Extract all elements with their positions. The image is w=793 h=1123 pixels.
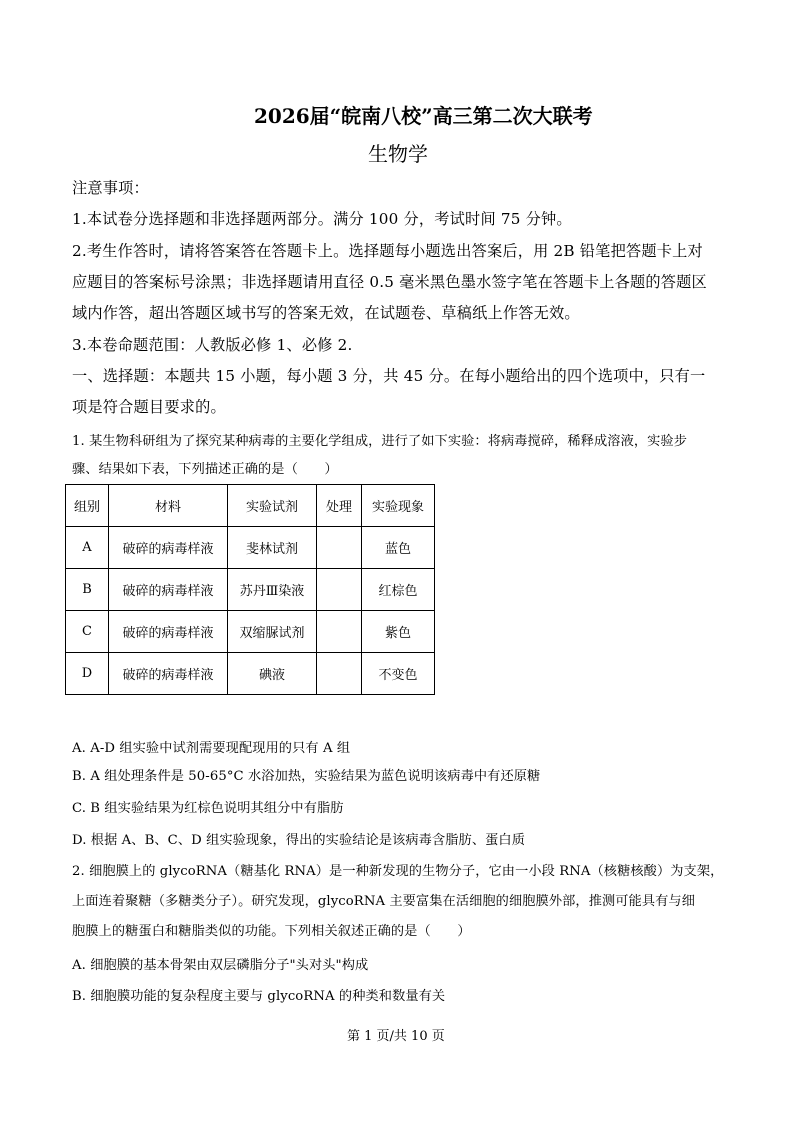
q1-option-a: A. A-D 组实验中试剂需要现配现用的只有 A 组 bbox=[72, 741, 351, 756]
table-cell: 紫色 bbox=[362, 611, 435, 653]
table-cell bbox=[317, 527, 362, 569]
q2-option-b: B. 细胞膜功能的复杂程度主要与 glycoRNA 的种类和数量有关 bbox=[72, 989, 446, 1004]
notes-heading: 注意事项： bbox=[72, 179, 149, 197]
table-cell: 破碎的病毒样液 bbox=[109, 569, 228, 611]
q2-stem-line-2: 上面连着聚糖（多糖类分子）。研究发现，glycoRNA 主要富集在活细胞的细胞膜外部，推测可能具有与细 bbox=[72, 894, 695, 909]
exam-title: 2026届“皖南八校”高三第二次大联考 bbox=[254, 104, 593, 128]
q1-option-d: D. 根据 A、B、C、D 组实验现象，得出的实验结论是该病毒含脂肪、蛋白质 bbox=[72, 833, 525, 848]
table-cell: 碘液 bbox=[228, 653, 317, 695]
table-header-cell: 处理 bbox=[317, 485, 362, 527]
table-cell: 苏丹Ⅲ染液 bbox=[228, 569, 317, 611]
notes-item-1: 1.本试卷分选择题和非选择题两部分。满分 100 分，考试时间 75 分钟。 bbox=[72, 210, 572, 228]
q2-stem-line-3: 胞膜上的糖蛋白和糖脂类似的功能。下列相关叙述正确的是（ ） bbox=[72, 924, 471, 939]
q1-table bbox=[65, 484, 435, 695]
q1-stem-line-1: 1. 某生物科研组为了探究某种病毒的主要化学组成，进行了如下实验：将病毒搅碎，稀释成溶液，实验步 bbox=[72, 434, 688, 449]
q1-option-b: B. A 组处理条件是 50-65°C 水浴加热，实验结果为蓝色说明该病毒中有还原糖 bbox=[72, 769, 541, 784]
table-cell: 红棕色 bbox=[362, 569, 435, 611]
notes-item-2-line-3: 域内作答，超出答题区域书写的答案无效，在试题卷、草稿纸上作答无效。 bbox=[72, 304, 580, 322]
q2-option-a: A. 细胞膜的基本骨架由双层磷脂分子"头对头"构成 bbox=[72, 958, 369, 973]
section-heading-line-2: 项是符合题目要求的。 bbox=[72, 398, 226, 416]
table-cell: D bbox=[66, 653, 109, 695]
notes-item-2-line-1: 2.考生作答时，请将答案答在答题卡上。选择题每小题选出答案后，用 2B 铅笔把答题卡上对 bbox=[72, 242, 703, 260]
table-header-cell: 实验现象 bbox=[362, 485, 435, 527]
table-cell: 蓝色 bbox=[362, 527, 435, 569]
q2-stem-line-1: 2. 细胞膜上的 glycoRNA（糖基化 RNA）是一种新发现的生物分子，它由一小段 RNA（核糖核酸）为支架， bbox=[72, 864, 724, 879]
table-cell: 斐林试剂 bbox=[228, 527, 317, 569]
table-cell: 不变色 bbox=[362, 653, 435, 695]
table-header-cell: 组别 bbox=[66, 485, 109, 527]
table-row bbox=[66, 611, 435, 653]
table-cell: 破碎的病毒样液 bbox=[109, 527, 228, 569]
table-cell: C bbox=[66, 611, 109, 653]
page-number: 第 1 页/共 10 页 bbox=[347, 1029, 445, 1044]
table-row bbox=[66, 653, 435, 695]
table-header-cell: 材料 bbox=[109, 485, 228, 527]
notes-item-3: 3.本卷命题范围：人教版必修 1、必修 2. bbox=[72, 336, 353, 354]
table-cell: 破碎的病毒样液 bbox=[109, 611, 228, 653]
notes-item-2-line-2: 应题目的答案标号涂黑；非选择题请用直径 0.5 毫米黑色墨水签字笔在答题卡上各题的答题区 bbox=[72, 273, 707, 291]
table-cell bbox=[317, 569, 362, 611]
table-header-cell: 实验试剂 bbox=[228, 485, 317, 527]
subject-title: 生物学 bbox=[368, 142, 428, 166]
table-cell: 双缩脲试剂 bbox=[228, 611, 317, 653]
table-header-row bbox=[66, 485, 435, 527]
q1-option-c: C. B 组实验结果为红棕色说明其组分中有脂肪 bbox=[72, 801, 344, 816]
table-cell: A bbox=[66, 527, 109, 569]
q1-stem-line-2: 骤、结果如下表，下列描述正确的是（ ） bbox=[72, 462, 338, 477]
table-row bbox=[66, 569, 435, 611]
table-row bbox=[66, 527, 435, 569]
table-cell bbox=[317, 611, 362, 653]
section-heading-line-1: 一、选择题：本题共 15 小题，每小题 3 分，共 45 分。在每小题给出的四个选项中，只有一 bbox=[72, 367, 706, 385]
table-cell bbox=[317, 653, 362, 695]
table-cell: B bbox=[66, 569, 109, 611]
table-cell: 破碎的病毒样液 bbox=[109, 653, 228, 695]
